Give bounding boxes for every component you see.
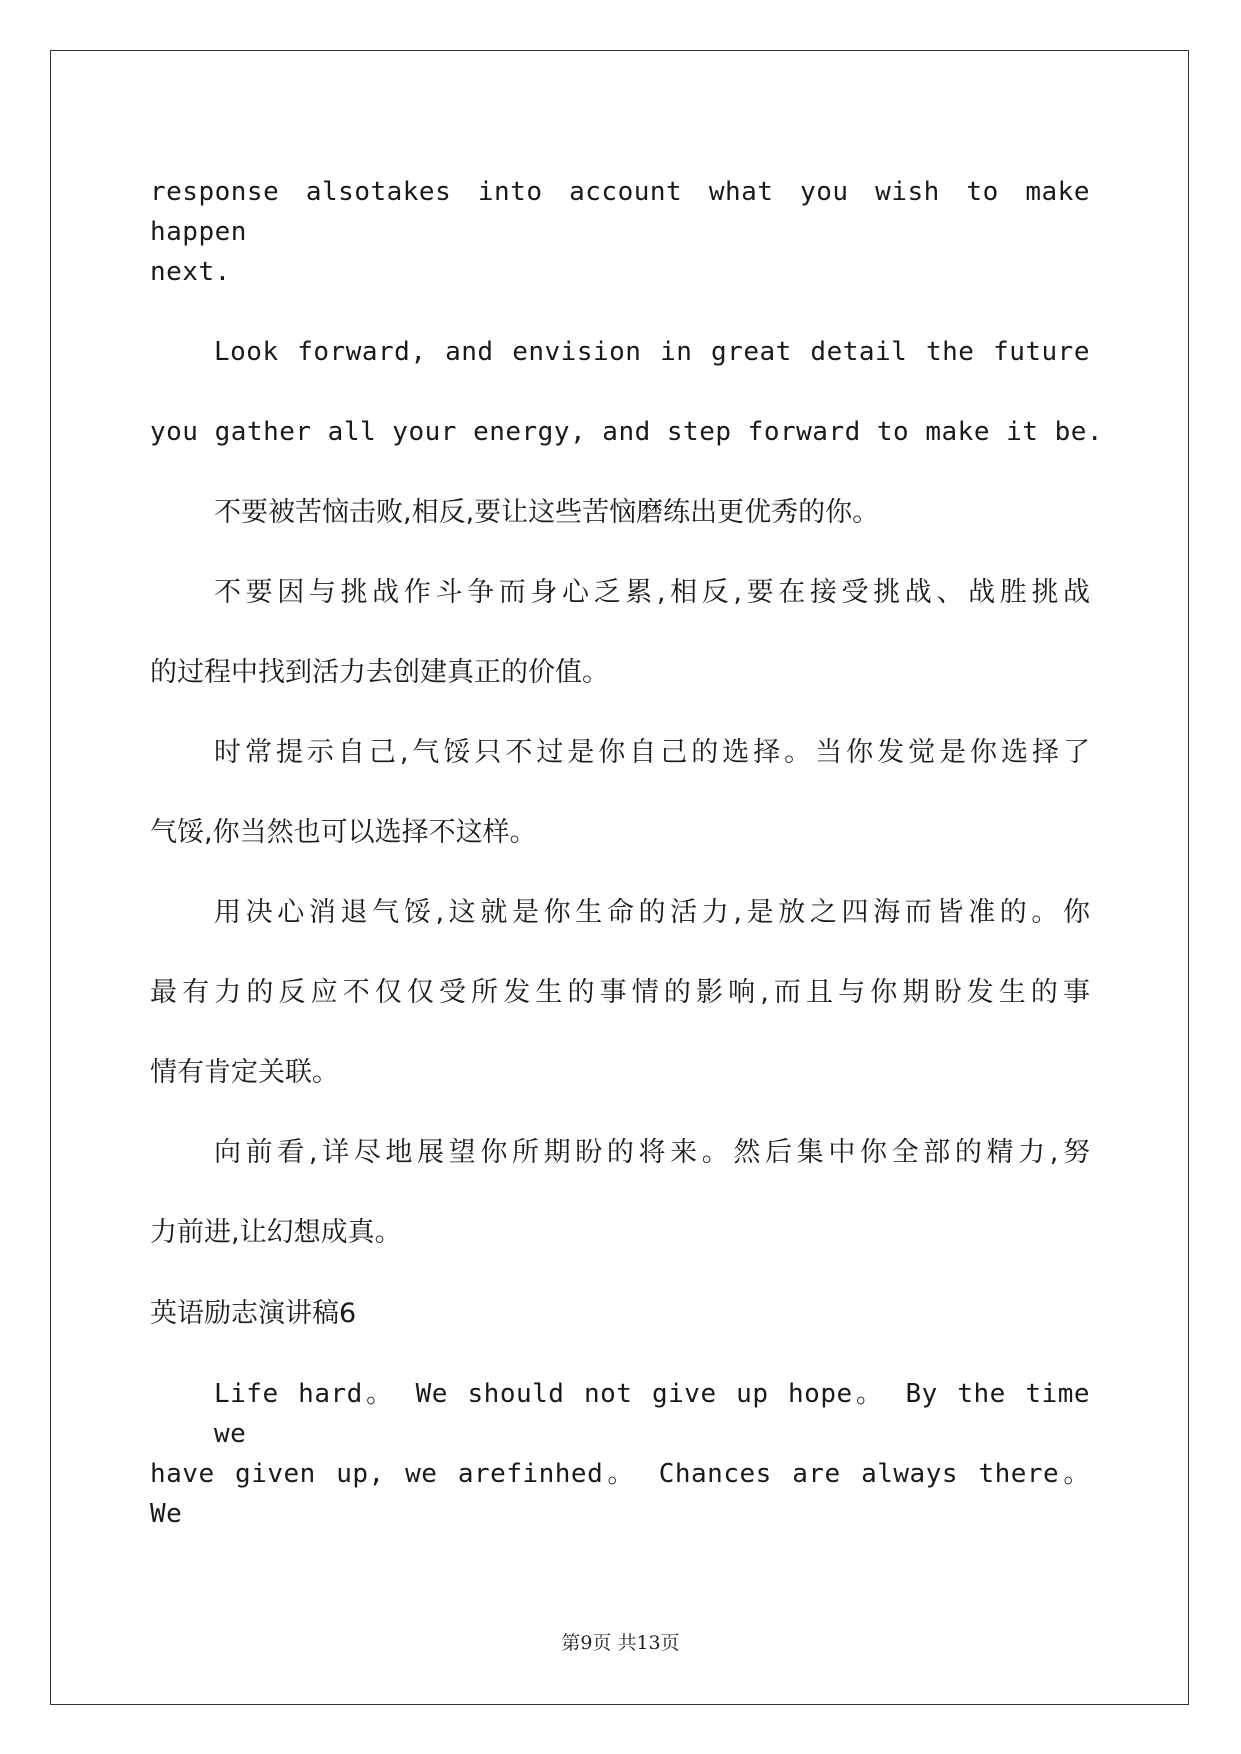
body-line-13: 向前看,详尽地展望你所期盼的将来。然后集中你全部的精力,努 bbox=[214, 1137, 1090, 1168]
body-line-16: Life hard。 We should not give up hope。 By the time we bbox=[214, 1379, 1091, 1449]
section-heading: 英语励志演讲稿6 bbox=[150, 1298, 357, 1329]
body-line-6: 不要因与挑战作斗争而身心乏累,相反,要在接受挑战、战胜挑战 bbox=[214, 577, 1090, 608]
body-line-11: 最有力的反应不仅仅受所发生的事情的影响,而且与你期盼发生的事 bbox=[150, 977, 1090, 1008]
body-line-3: Look forward, and envision in great detail the future bbox=[214, 337, 1090, 367]
body-line-14: 力前进,让幻想成真。 bbox=[150, 1217, 402, 1248]
body-line-8: 时常提示自己,气馁只不过是你自己的选择。当你发觉是你选择了 bbox=[214, 737, 1090, 768]
body-line-12: 情有肯定关联。 bbox=[150, 1057, 339, 1088]
body-line-4: you gather all your energy, and step forward to make it be. bbox=[150, 417, 1104, 447]
page-footer: 第9页 共13页 bbox=[561, 1632, 680, 1654]
body-line-9: 气馁,你当然也可以选择不这样。 bbox=[150, 817, 537, 848]
body-line-10: 用决心消退气馁,这就是你生命的活力,是放之四海而皆准的。你 bbox=[214, 897, 1090, 928]
body-line-7: 的过程中找到活力去创建真正的价值。 bbox=[150, 657, 609, 688]
body-line-1: response alsotakes into account what you wish to make happen bbox=[150, 177, 1090, 247]
body-line-17: have given up, we arefinhed。 Chances are always there。 We bbox=[150, 1459, 1090, 1529]
body-line-2: next. bbox=[150, 257, 231, 287]
body-line-5: 不要被苦恼击败,相反,要让这些苦恼磨练出更优秀的你。 bbox=[214, 497, 880, 528]
